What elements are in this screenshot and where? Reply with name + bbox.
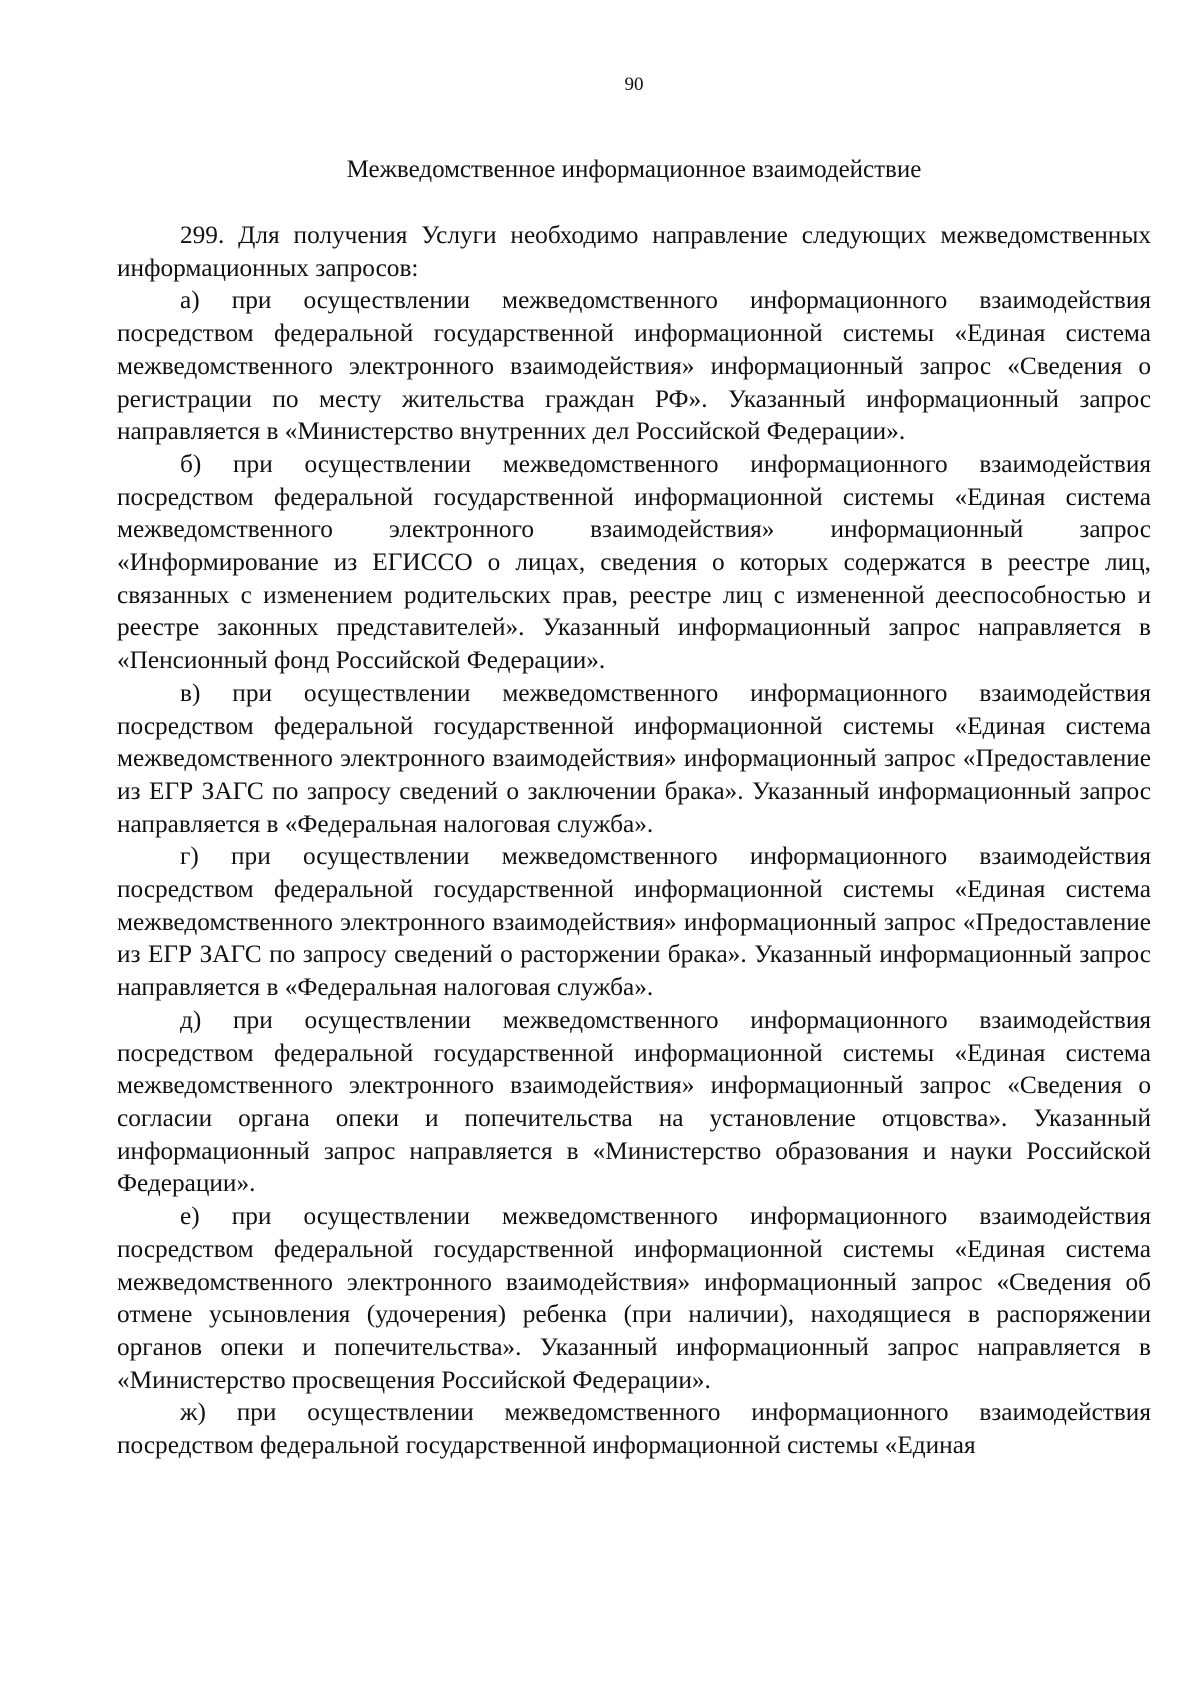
list-item-a: а) при осуществлении межведомственного информационного взаимодействия посредством федеральной государственной информационной системы «Единая система межведомственного электронного взаимодействия» информационный запрос «Сведения о регистрации по месту жительства граждан РФ». Указанный информационный запрос направляется в «Министерство внутренних дел Российской Федерации». [117, 286, 1151, 446]
list-item-v: в) при осуществлении межведомственного информационного взаимодействия посредством федеральной государственной информационной системы «Единая система межведомственного электронного взаимодействия» информационный запрос «Предоставление из ЕГР ЗАГС по запросу сведений о заключении брака». Указанный информационный запрос направляется в «Федеральная налоговая служба». [117, 678, 1151, 838]
list-item-e: е) при осуществлении межведомственного информационного взаимодействия посредством федеральной государственной информационной системы «Единая система межведомственного электронного взаимодействия» информационный запрос «Сведения об отмене усыновления (удочерения) ребенка (при наличии), находящиеся в распоряжении органов опеки и попечительства». Указанный информационный запрос направляется в «Министерство просвещения Российской Федерации». [117, 1202, 1151, 1394]
list-item-g: г) при осуществлении межведомственного информационного взаимодействия посредством федеральной государственной информационной системы «Единая система межведомственного электронного взаимодействия» информационный запрос «Предоставление из ЕГР ЗАГС по запросу сведений о расторжении брака». Указанный информационный запрос направляется в «Федеральная налоговая служба». [117, 842, 1151, 1002]
list-item-zh: ж) при осуществлении межведомственного информационного взаимодействия посредством федеральной государственной информационной системы «Единая [117, 1398, 1151, 1460]
list-item-d: д) при осуществлении межведомственного информационного взаимодействия посредством федеральной государственной информационной системы «Единая система межведомственного электронного взаимодействия» информационный запрос «Сведения о согласии органа опеки и попечительства на установление отцовства». Указанный информационный запрос направляется в «Министерство образования и науки Российской Федерации». [117, 1005, 1151, 1198]
page-number: 90 [624, 74, 644, 95]
document-body [117, 219, 1151, 1462]
list-item-b: б) при осуществлении межведомственного информационного взаимодействия посредством федеральной государственной информационной системы «Единая система межведомственного электронного взаимодействия» информационный запрос «Информирование из ЕГИССО о лицах, сведения о которых содержатся в реестре лиц, связанных с изменением родительских прав, реестре лиц с измененной дееспособностью и реестре законных представителей». Указанный информационный запрос направляется в «Пенсионный фонд Российской Федерации». [117, 449, 1151, 675]
section-heading: Межведомственное информационное взаимодействие [346, 156, 922, 183]
paragraph-299-intro: 299. Для получения Услуги необходимо направление следующих межведомственных информационных запросов: [117, 221, 1151, 282]
